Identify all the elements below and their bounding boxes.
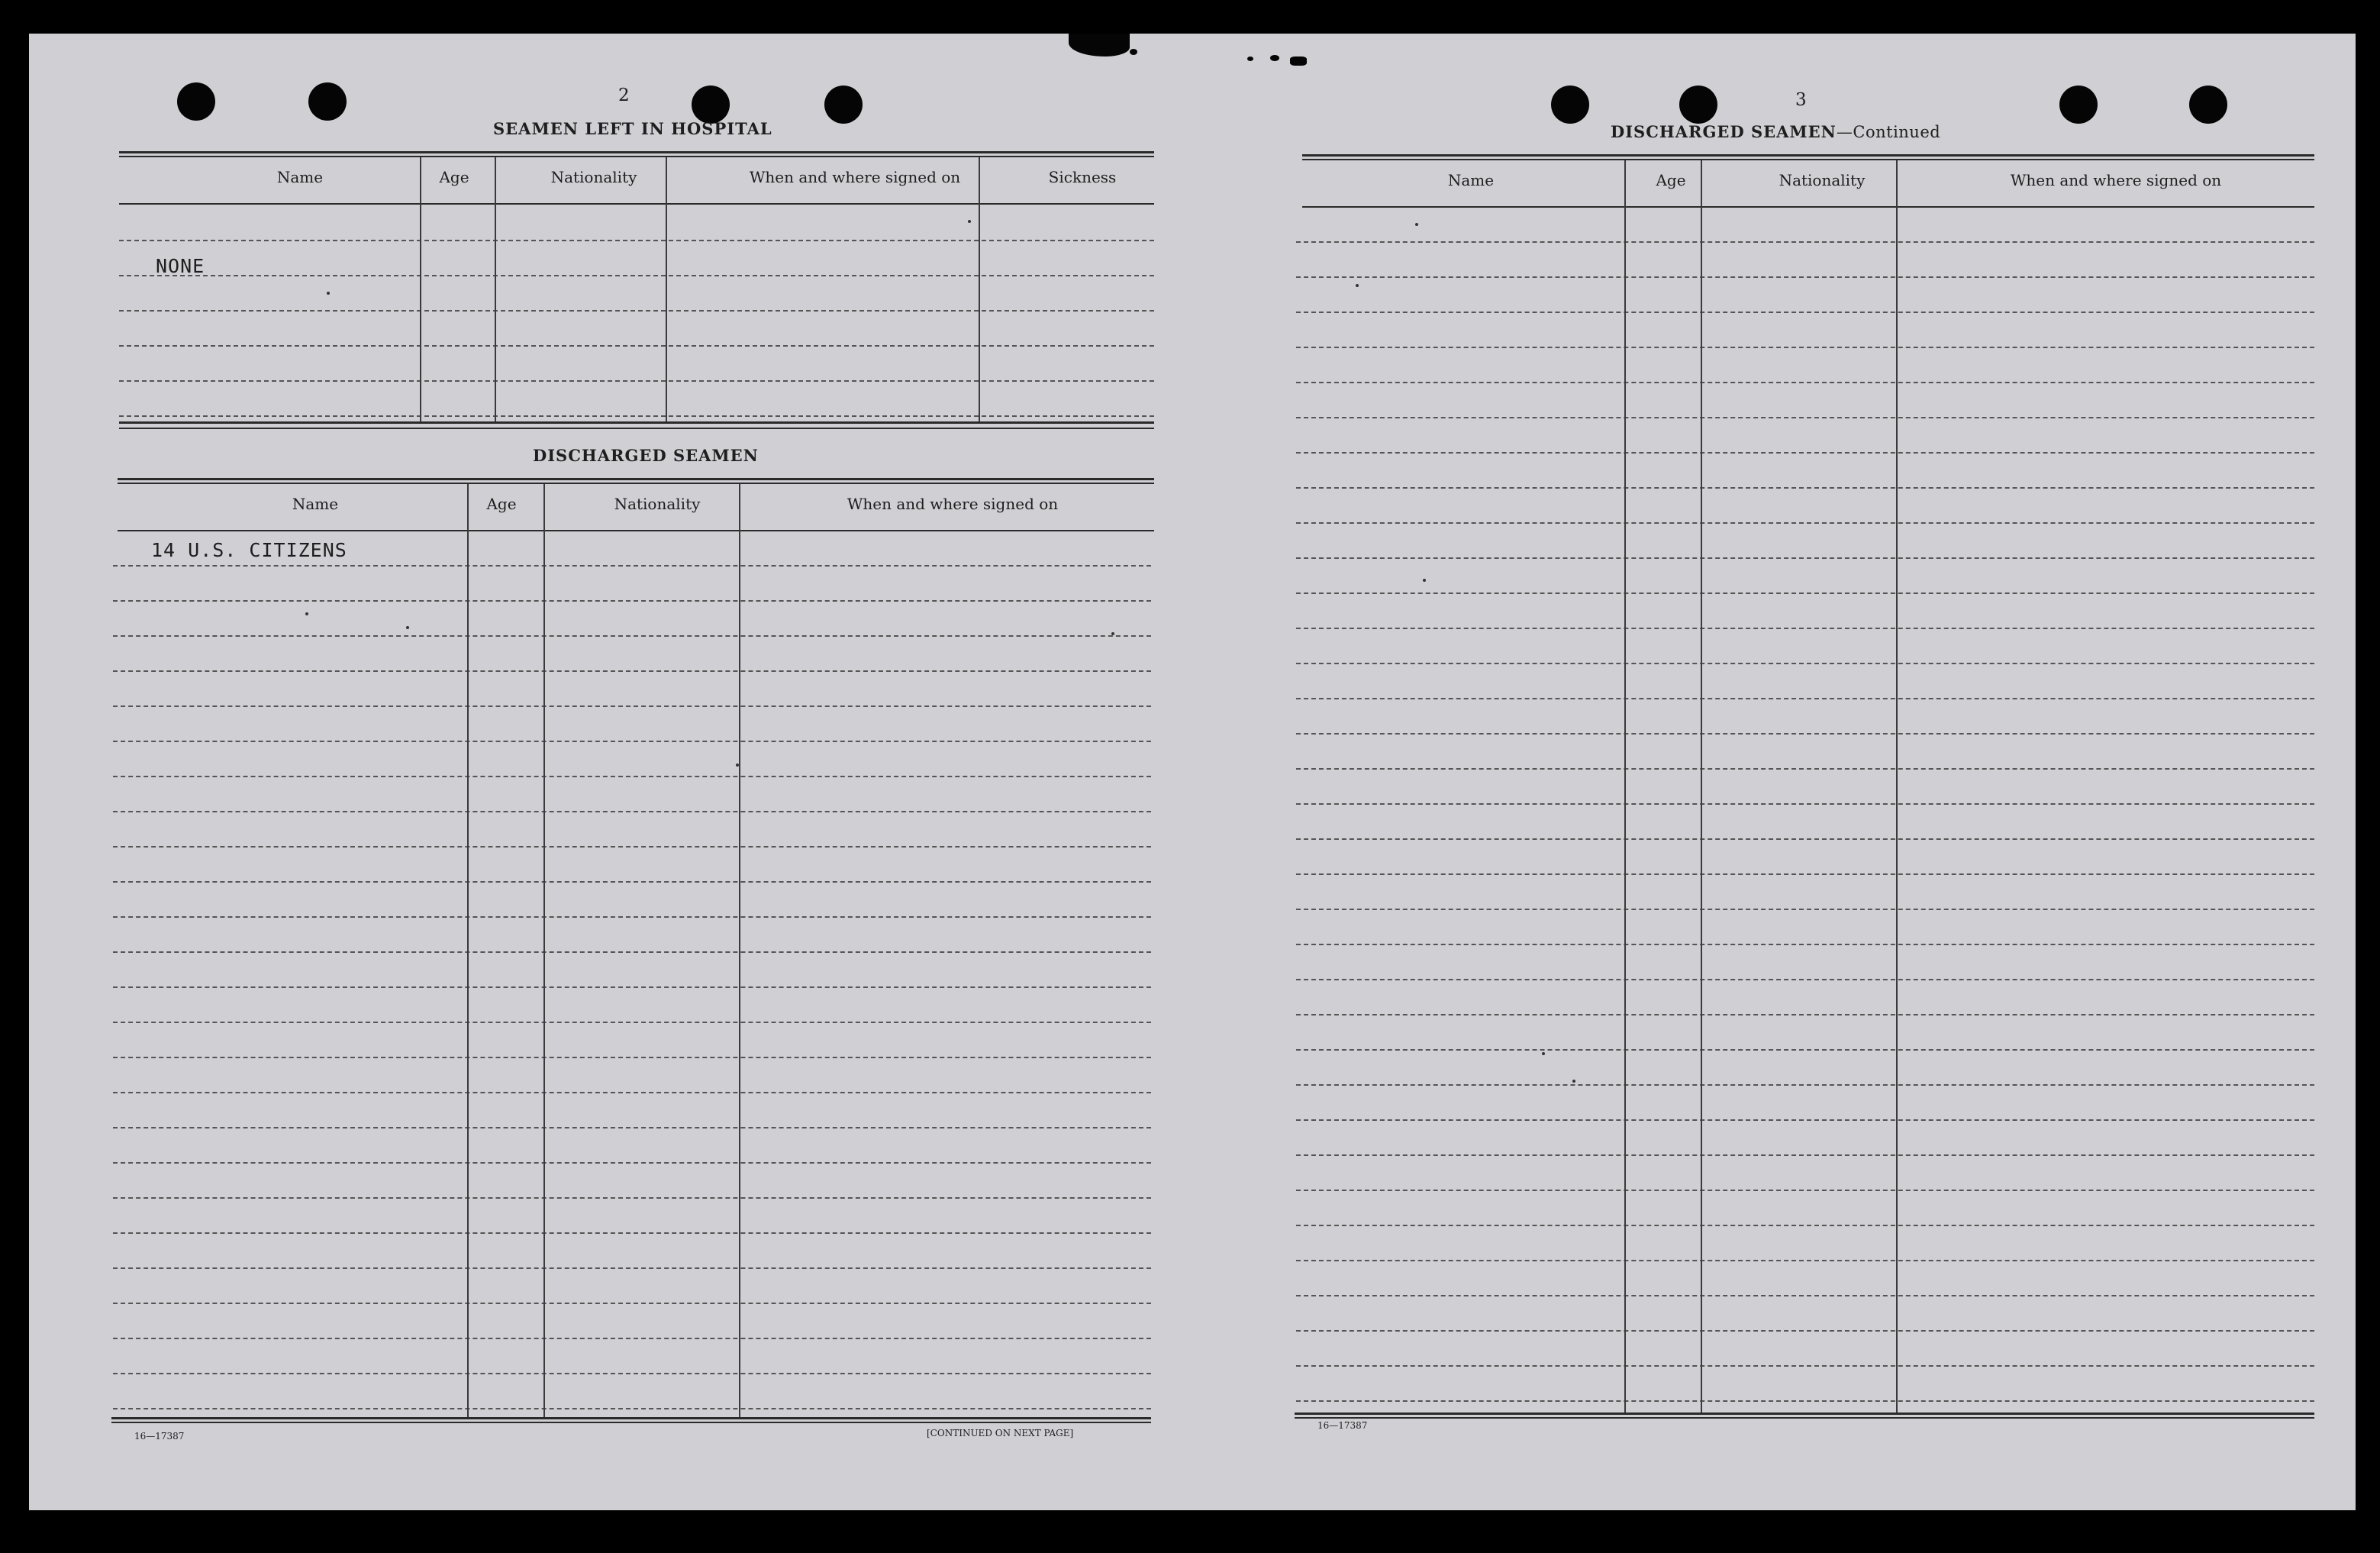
ink-speck: [305, 612, 308, 615]
column-header-sickness: Sickness: [1048, 168, 1117, 186]
row-line: [1296, 628, 2314, 629]
row-line: [1296, 768, 2314, 770]
row-line: [113, 670, 1151, 672]
column-line: [1896, 160, 1898, 1413]
row-line: [1296, 487, 2314, 489]
title-bold: DISCHARGED SEAMEN: [1611, 122, 1837, 141]
column-line: [467, 484, 469, 1417]
row-line: [113, 776, 1151, 777]
row-line: [113, 1162, 1151, 1164]
row-line: [113, 705, 1151, 707]
table-top-rule: [1302, 154, 2314, 157]
form-number: 16—17387: [134, 1431, 185, 1442]
row-line: [1296, 557, 2314, 559]
column-header-name: Name: [1447, 171, 1495, 189]
row-line: [1296, 1260, 2314, 1261]
row-line: [113, 881, 1151, 883]
row-line: [1296, 417, 2314, 418]
ink-speck: [1415, 223, 1418, 226]
column-header-signed-on: When and where signed on: [2010, 171, 2222, 189]
row-line: [113, 1303, 1151, 1304]
row-line: [1296, 909, 2314, 910]
row-line: [113, 916, 1151, 918]
row-line: [1296, 1365, 2314, 1367]
row-line: [1296, 733, 2314, 735]
row-line: [113, 1057, 1151, 1058]
column-header-signed-on: When and where signed on: [749, 168, 961, 186]
row-line: [119, 310, 1154, 312]
row-line: [113, 1338, 1151, 1339]
row-line: [1296, 382, 2314, 383]
row-line: [1296, 1084, 2314, 1086]
row-line: [1296, 1190, 2314, 1191]
column-header-age: Age: [1656, 171, 1686, 189]
row-line: [1296, 347, 2314, 348]
row-line: [1296, 312, 2314, 313]
ink-speck: [968, 220, 971, 223]
column-line: [1701, 160, 1702, 1413]
row-line: [1296, 1049, 2314, 1051]
column-header-age: Age: [486, 495, 517, 513]
column-header-signed-on: When and where signed on: [847, 495, 1059, 513]
ink-speck: [1111, 632, 1114, 635]
row-line: [113, 635, 1151, 637]
continued-note: [CONTINUED ON NEXT PAGE]: [927, 1428, 1074, 1438]
row-line: [119, 415, 1154, 417]
column-header-nationality: Nationality: [614, 495, 701, 513]
row-line: [1296, 698, 2314, 699]
row-line: [1296, 1295, 2314, 1296]
table-top-rule: [119, 151, 1154, 153]
column-header-age: Age: [439, 168, 469, 186]
discharged-section-title: DISCHARGED SEAMEN: [533, 446, 759, 465]
row-line: [1296, 1154, 2314, 1156]
ink-speck: [327, 292, 330, 295]
row-line: [119, 275, 1154, 276]
row-line: [1296, 276, 2314, 278]
page-number: 2: [618, 86, 630, 105]
row-line: [1296, 1225, 2314, 1226]
row-line: [113, 600, 1151, 602]
ink-speck: [406, 626, 409, 629]
header-rule: [118, 530, 1154, 531]
row-line: [113, 951, 1151, 953]
row-line: [113, 1197, 1151, 1199]
table-top-rule: [118, 483, 1154, 484]
row-line: [113, 1232, 1151, 1234]
row-line: [113, 1408, 1151, 1409]
column-header-name: Name: [292, 495, 339, 513]
row-line: [1296, 592, 2314, 594]
ink-speck: [1356, 284, 1359, 287]
row-line: [119, 380, 1154, 382]
table-top-rule: [118, 478, 1154, 480]
ink-speck: [736, 764, 739, 767]
discharged-continued-title: [1611, 122, 1940, 141]
row-line: [1296, 873, 2314, 875]
ink-speck: [1423, 579, 1426, 582]
row-line: [113, 1127, 1151, 1128]
table-bottom-rule: [1295, 1417, 2314, 1419]
form-number: 16—17387: [1317, 1420, 1368, 1431]
row-line: [119, 345, 1154, 347]
row-line: [113, 811, 1151, 812]
page-number: 3: [1795, 90, 1807, 110]
table-bottom-rule: [119, 428, 1154, 429]
row-line: [113, 1022, 1151, 1023]
row-line: [1296, 1119, 2314, 1121]
row-line: [1296, 838, 2314, 840]
column-line: [495, 157, 496, 421]
row-line: [1296, 1014, 2314, 1015]
row-line: [113, 846, 1151, 848]
row-line: [113, 741, 1151, 742]
left-page: [29, 34, 1192, 1510]
row-line: [113, 986, 1151, 988]
row-line: [113, 1092, 1151, 1093]
table-bottom-rule: [119, 421, 1154, 424]
table-bottom-rule: [111, 1422, 1151, 1423]
column-line: [739, 484, 740, 1417]
column-line: [979, 157, 980, 421]
row-line: [1296, 1400, 2314, 1402]
column-header-name: Name: [276, 168, 324, 186]
ink-speck: [1542, 1052, 1545, 1055]
row-line: [113, 565, 1151, 567]
row-line: [113, 1267, 1151, 1269]
row-line: [1296, 944, 2314, 945]
table-bottom-rule: [111, 1417, 1151, 1419]
header-rule: [1302, 206, 2314, 208]
right-page: [1192, 34, 2356, 1510]
column-header-nationality: Nationality: [550, 168, 637, 186]
hospital-entry: NONE: [156, 255, 205, 277]
row-line: [119, 240, 1154, 241]
table-bottom-rule: [1295, 1413, 2314, 1415]
row-line: [1296, 1330, 2314, 1332]
ink-speck: [1572, 1080, 1575, 1083]
column-line: [543, 484, 545, 1417]
header-rule: [119, 203, 1154, 205]
row-line: [1296, 803, 2314, 805]
column-line: [420, 157, 421, 421]
row-line: [1296, 522, 2314, 524]
row-line: [1296, 663, 2314, 664]
row-line: [1296, 241, 2314, 243]
column-header-nationality: Nationality: [1779, 171, 1866, 189]
column-line: [666, 157, 667, 421]
discharged-entry: 14 U.S. CITIZENS: [151, 539, 347, 561]
row-line: [1296, 452, 2314, 454]
row-line: [113, 1373, 1151, 1374]
title-continued: —Continued: [1836, 123, 1941, 141]
hospital-section-title: SEAMEN LEFT IN HOSPITAL: [493, 119, 772, 138]
column-line: [1624, 160, 1626, 1413]
row-line: [1296, 979, 2314, 980]
scanned-document: [29, 34, 2356, 1510]
table-top-rule: [1302, 159, 2314, 160]
table-top-rule: [119, 156, 1154, 157]
